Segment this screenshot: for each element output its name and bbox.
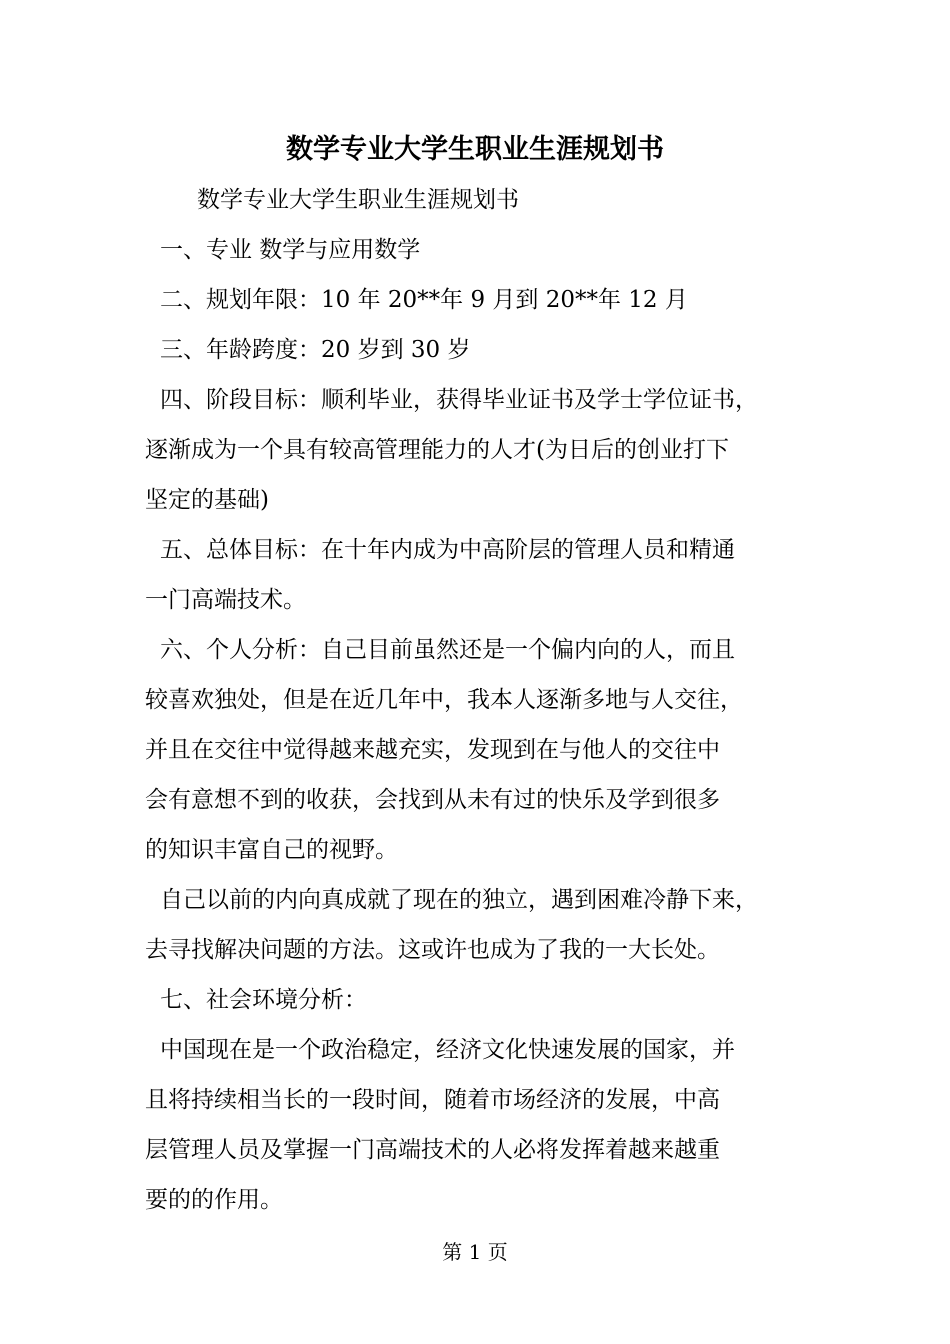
document-title: 数学专业大学生职业生涯规划书: [286, 134, 664, 165]
paragraph-line: 中国现在是一个政治稳定，经济文化快速发展的国家，并: [160, 1037, 735, 1063]
paragraph-line: 坚定的基础): [145, 487, 269, 513]
paragraph-line: 要的的作用。: [145, 1187, 283, 1213]
paragraph-line: 五、总体目标：在十年内成为中高阶层的管理人员和精通: [160, 537, 735, 563]
paragraph-line: 并且在交往中觉得越来越充实，发现到在与他人的交往中: [145, 737, 720, 763]
paragraph-line: 三、年龄跨度：20 岁到 30 岁: [160, 337, 471, 363]
paragraph-line: 逐渐成为一个具有较高管理能力的人才(为日后的创业打下: [145, 437, 729, 463]
paragraph-line: 会有意想不到的收获，会找到从未有过的快乐及学到很多: [145, 787, 720, 813]
paragraph-line: 去寻找解决问题的方法。这或许也成为了我的一大长处。: [145, 937, 720, 963]
paragraph-line: 七、社会环境分析：: [160, 987, 367, 1013]
paragraph-line: 自己以前的内向真成就了现在的独立，遇到困难冷静下来，: [160, 887, 758, 913]
page-number: 第 1 页: [442, 1240, 508, 1264]
paragraph-line: 的知识丰富自己的视野。: [145, 837, 398, 863]
subtitle-line: 数学专业大学生职业生涯规划书: [197, 187, 519, 213]
paragraph-line: 较喜欢独处，但是在近几年中，我本人逐渐多地与人交往，: [145, 687, 743, 713]
paragraph-line: 且将持续相当长的一段时间，随着市场经济的发展，中高: [145, 1087, 720, 1113]
paragraph-line: 一、专业 数学与应用数学: [160, 237, 421, 263]
paragraph-line: 六、个人分析：自己目前虽然还是一个偏内向的人，而且: [160, 637, 735, 663]
paragraph-line: 四、阶段目标：顺利毕业，获得毕业证书及学士学位证书，: [160, 387, 758, 413]
paragraph-line: 层管理人员及掌握一门高端技术的人必将发挥着越来越重: [145, 1137, 720, 1163]
paragraph-line: 二、规划年限：10 年 20**年 9 月到 20**年 12 月: [160, 287, 688, 313]
paragraph-line: 一门高端技术。: [145, 587, 306, 613]
